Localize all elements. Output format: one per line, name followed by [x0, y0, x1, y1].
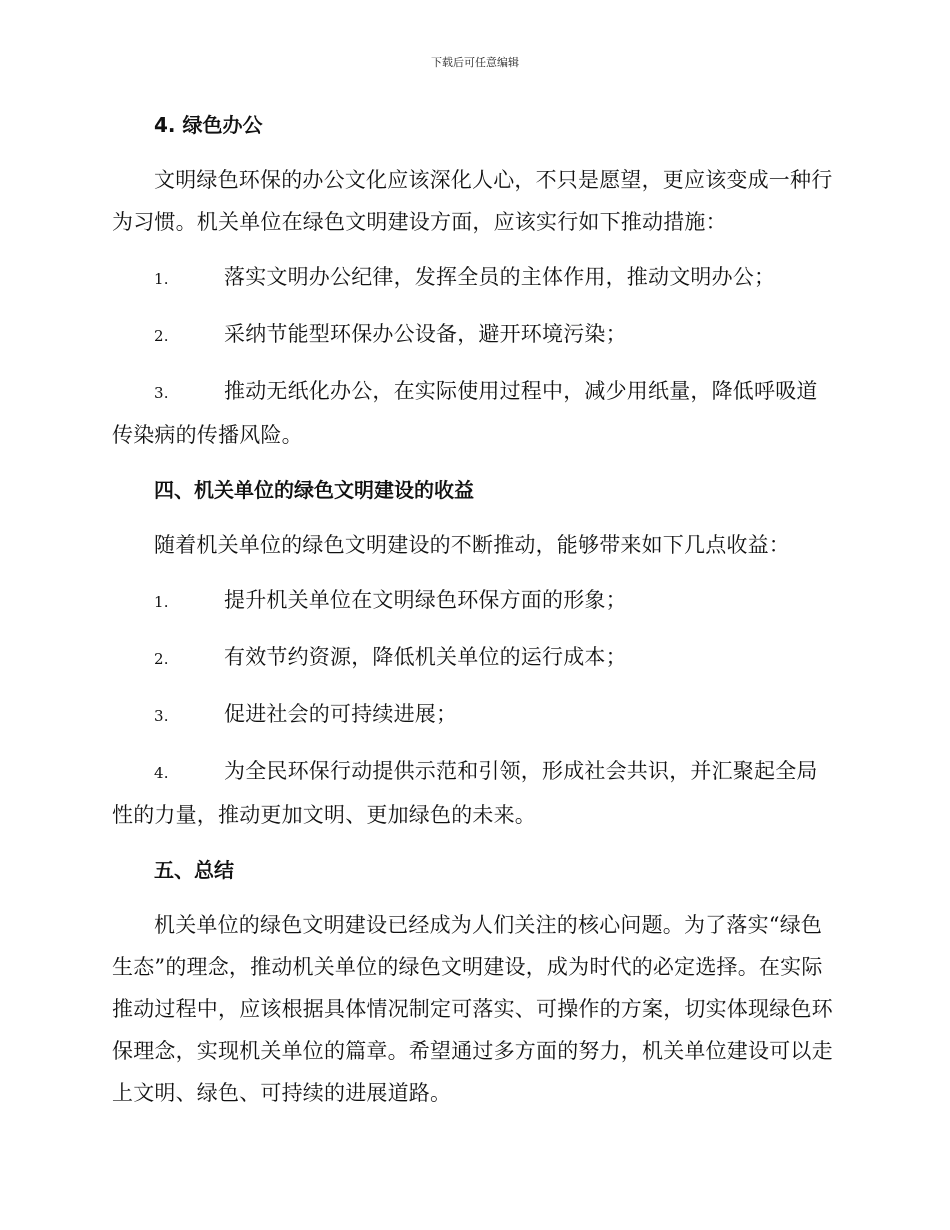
section-heading-summary: 五、总结 [154, 858, 234, 882]
list-item-number: 4. [154, 764, 169, 782]
list-item-text: 落实文明办公纪律，发挥全员的主体作用，推动文明办公； [224, 265, 776, 289]
section-heading-benefits: 四、机关单位的绿色文明建设的收益 [154, 478, 474, 502]
list-item-number: 1. [154, 270, 169, 288]
list-item-text: 促进社会的可持续进展； [224, 702, 458, 726]
list-item-number: 2. [154, 327, 169, 345]
list-item [112, 636, 834, 680]
section-intro-paragraph: 随着机关单位的绿色文明建设的不断推动，能够带来如下几点收益： [154, 533, 790, 557]
section-heading-green-office: 4. 绿色办公 [154, 113, 263, 137]
list-item [112, 693, 834, 737]
list-item-number: 1. [154, 593, 169, 611]
list-item-number: 2. [154, 650, 169, 668]
list-item-number: 3. [154, 384, 169, 402]
list-item-text: 提升机关单位在文明绿色环保方面的形象； [224, 588, 627, 612]
list-item-text: 推动无纸化办公，在实际使用过程中，减少用纸量，降低呼吸道传染病的传播风险。 [112, 379, 818, 447]
summary-paragraph: 机关单位的绿色文明建设已经成为人们关注的核心问题。为了落实“绿色生态”的理念，推动机关单位的绿色文明建设，成为时代的必定选择。在实际推动过程中，应该根据具体情况制定可落实、可操作的方案，切实体现绿色环保理念，实现机关单位的篇章。希望通过多方面的努力，机关单位建设可以走上文明、绿色、可持续的进展道路。 [112, 913, 833, 1105]
list-item [112, 579, 834, 623]
page-header-note: 下载后可任意编辑 [431, 56, 519, 69]
document-body [112, 104, 834, 1127]
list-item [112, 313, 834, 357]
list-item-text: 采纳节能型环保办公设备，避开环境污染； [224, 322, 627, 346]
section-intro-paragraph: 文明绿色环保的办公文化应该深化人心，不只是愿望，更应该变成一种行为习惯。机关单位在绿色文明建设方面，应该实行如下推动措施： [112, 168, 833, 234]
list-item [112, 750, 834, 836]
list-item [112, 256, 834, 300]
list-item-text: 为全民环保行动提供示范和引领，形成社会共识，并汇聚起全局性的力量，推动更加文明、更加绿色的未来。 [112, 759, 818, 827]
list-item-text: 有效节约资源，降低机关单位的运行成本； [224, 645, 627, 669]
list-item-number: 3. [154, 707, 169, 725]
list-item [112, 370, 834, 456]
